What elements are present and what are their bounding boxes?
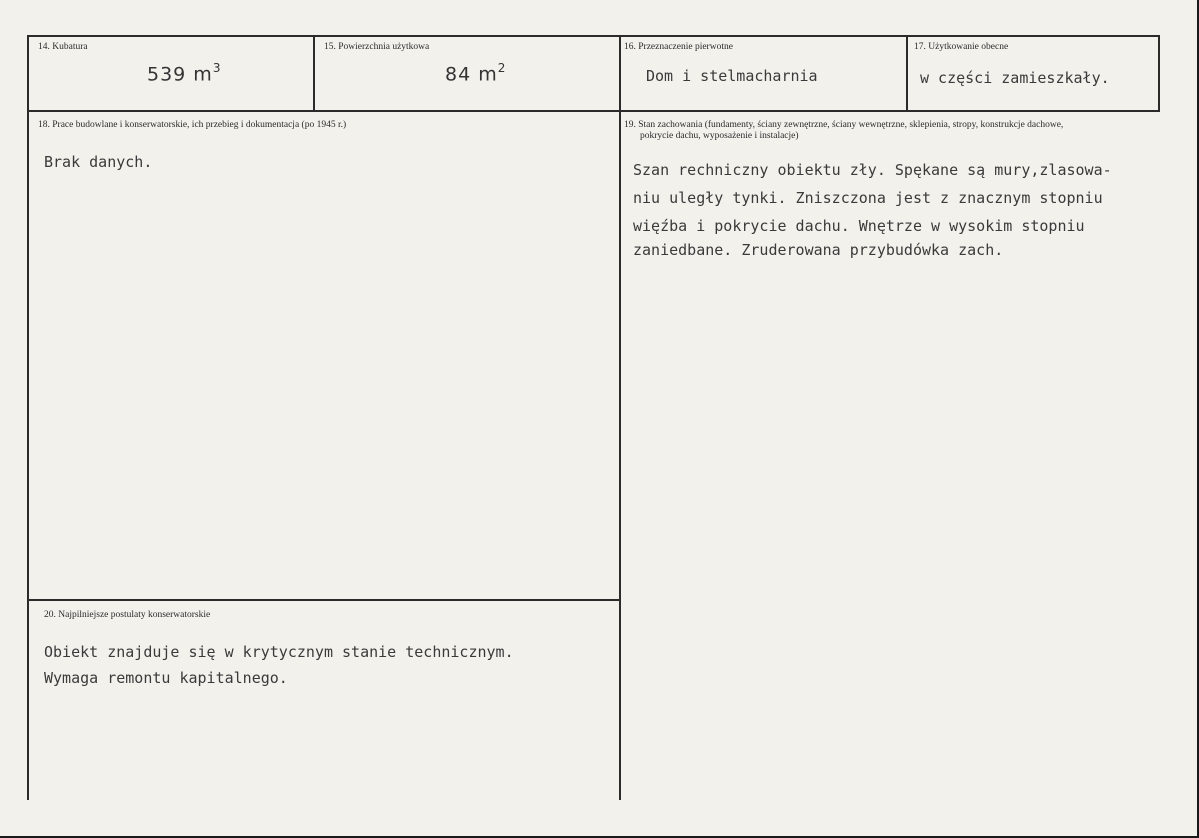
field-18-value: Brak danych.	[44, 153, 153, 171]
field-20-line: Obiekt znajduje się w krytycznym stanie technicznym.	[44, 643, 514, 661]
field-19-line: zaniedbane. Zruderowana przybudówka zach.	[633, 241, 1004, 259]
field-19-label-line1: 19. Stan zachowania (fundamenty, ściany zewnętrzne, ściany wewnętrzne, sklepienia, stropy, konstrukcje dachowe,	[624, 120, 1064, 130]
row1-bottom-rule	[27, 110, 1160, 112]
field-17-label: 17. Użytkowanie obecne	[914, 42, 1009, 52]
field-15-value	[445, 62, 506, 85]
center-divider	[619, 35, 621, 800]
field-17-value: w części zamieszkały.	[920, 69, 1110, 87]
field-19-line: więźba i pokrycie dachu. Wnętrze w wysokim stopniu	[633, 217, 1085, 235]
left-edge-rule	[27, 35, 29, 800]
field-20-label: 20. Najpilniejsze postulaty konserwatorskie	[44, 610, 211, 620]
kubatura-number: 539 m	[147, 63, 213, 86]
field-16-label: 16. Przeznaczenie pierwotne	[624, 42, 733, 52]
area-unit-exponent: 2	[497, 61, 507, 75]
field-19-line: Szan rechniczny obiektu zły. Spękane są mury,zlasowa-	[633, 161, 1112, 179]
field-16-value: Dom i stelmacharnia	[646, 67, 818, 85]
field-20-line: Wymaga remontu kapitalnego.	[44, 669, 288, 687]
kubatura-unit-exponent: 3	[212, 61, 222, 75]
section18-bottom-rule	[27, 599, 621, 601]
top-rule	[27, 35, 1160, 37]
divider-14-15	[313, 35, 315, 111]
field-19-line: niu uległy tynki. Zniszczona jest z znacznym stopniu	[633, 189, 1103, 207]
right-edge-rule	[1158, 35, 1160, 111]
field-18-label: 18. Prace budowlane i konserwatorskie, ich przebieg i dokumentacja (po 1945 r.)	[38, 120, 347, 130]
field-14-label: 14. Kubatura	[38, 42, 88, 52]
field-14-value	[147, 62, 221, 85]
divider-16-17	[906, 35, 908, 111]
area-number: 84 m	[445, 63, 498, 86]
field-19-label-line2: pokrycie dachu, wyposażenie i instalacje)	[640, 131, 799, 141]
field-15-label: 15. Powierzchnia użytkowa	[324, 42, 430, 52]
